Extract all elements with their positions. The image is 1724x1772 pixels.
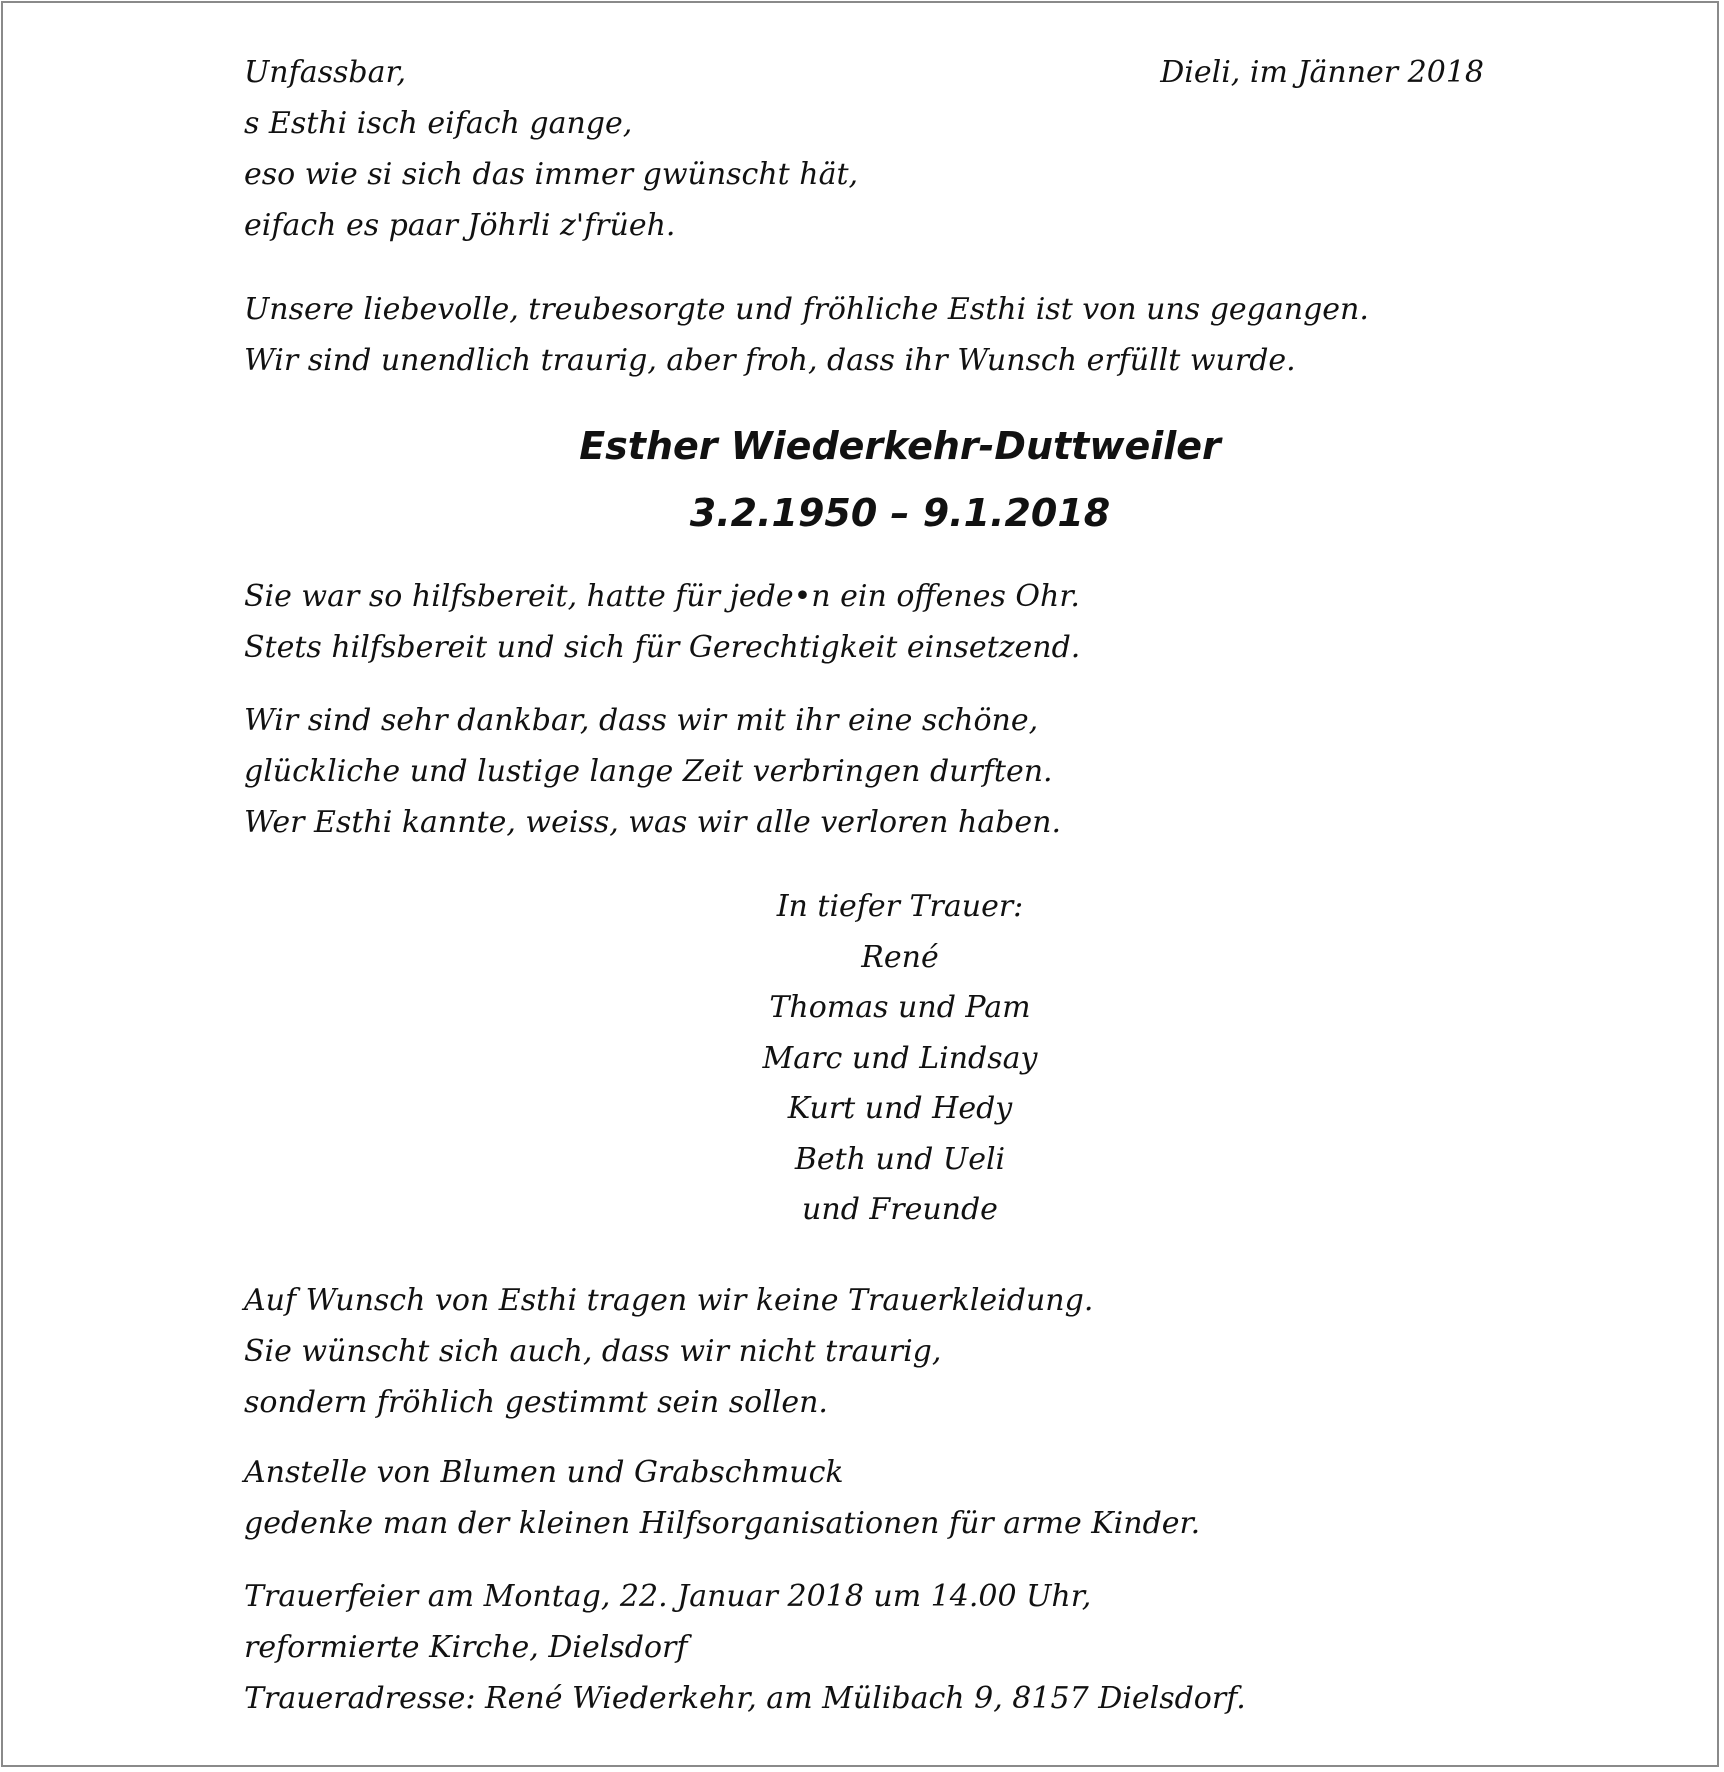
opening-verse — [244, 47, 858, 251]
service-info — [244, 1571, 1246, 1724]
wish-notice — [244, 1275, 1093, 1428]
deceased-dates: 3.2.1950 – 9.1.2018 — [689, 491, 1111, 535]
mourners-list — [0, 882, 1724, 1236]
mourner-name: Beth und Ueli — [794, 1141, 1006, 1177]
place-date: Dieli, im Jänner 2018 — [1160, 55, 1484, 90]
mourners-heading: In tiefer Trauer: — [776, 889, 1024, 924]
gratitude-line: glückliche und lustige lange Zeit verbringen durften. — [244, 754, 1053, 789]
mourner-name: Thomas und Pam — [769, 990, 1031, 1025]
donation-line: gedenke man der kleinen Hilfsorganisationen für arme Kinder. — [244, 1506, 1201, 1541]
announcement-line: Unsere liebevolle, treubesorgte und fröhliche Esthi ist von uns gegangen. — [244, 292, 1369, 327]
service-line: Traueradresse: René Wiederkehr, am Mülibach 9, 8157 Dielsdorf. — [244, 1681, 1246, 1716]
deceased-name: Esther Wiederkehr-Duttweiler — [579, 424, 1221, 468]
announcement — [244, 284, 1369, 386]
donation-line: Anstelle von Blumen und Grabschmuck — [244, 1455, 844, 1490]
opening-line: Unfassbar, — [244, 55, 407, 90]
wish-line: Auf Wunsch von Esthi tragen wir keine Trauerkleidung. — [244, 1283, 1094, 1318]
mourner-name: Kurt und Hedy — [787, 1091, 1013, 1126]
service-line: reformierte Kirche, Dielsdorf — [244, 1630, 688, 1665]
opening-line: eso wie si sich das immer gwünscht hät, — [244, 157, 859, 192]
gratitude — [244, 695, 1061, 848]
gratitude-line: Wer Esthi kannte, weiss, was wir alle verloren haben. — [244, 805, 1061, 840]
opening-line: eifach es paar Jöhrli z'früeh. — [244, 208, 676, 243]
tribute-line: Sie war so hilfsbereit, hatte für jede•n ein offenes Ohr. — [244, 579, 1080, 614]
donation-notice — [244, 1447, 1200, 1549]
opening-line: s Esthi isch eifach gange, — [244, 106, 633, 141]
service-line: Trauerfeier am Montag, 22. Januar 2018 um 14.00 Uhr, — [244, 1579, 1092, 1614]
wish-line: Sie wünscht sich auch, dass wir nicht traurig, — [244, 1334, 942, 1369]
tribute-line: Stets hilfsbereit und sich für Gerechtigkeit einsetzend. — [244, 630, 1081, 665]
mourner-name: Marc und Lindsay — [762, 1040, 1038, 1076]
mourner-name: und Freunde — [802, 1192, 998, 1227]
gratitude-line: Wir sind sehr dankbar, dass wir mit ihr eine schöne, — [244, 703, 1039, 738]
announcement-line: Wir sind unendlich traurig, aber froh, dass ihr Wunsch erfüllt wurde. — [244, 343, 1296, 378]
tribute — [244, 571, 1080, 673]
wish-line: sondern fröhlich gestimmt sein sollen. — [244, 1385, 828, 1420]
mourner-name: René — [861, 939, 939, 975]
